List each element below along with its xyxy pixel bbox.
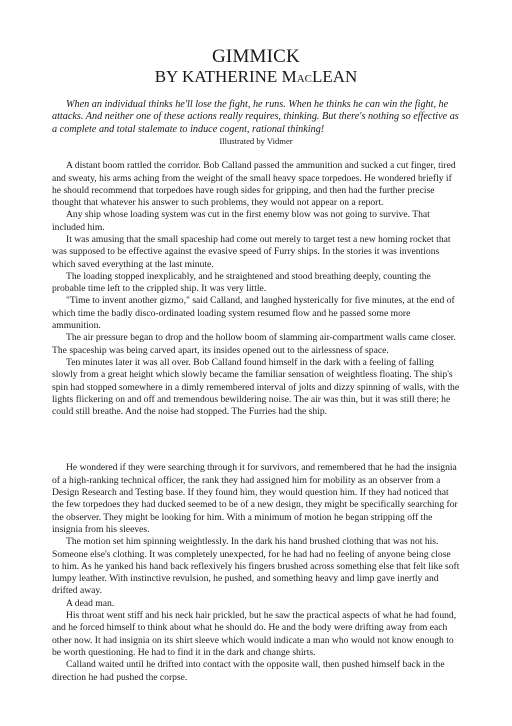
paragraph: He wondered if they were searching through it for survivors, and remembered that he had the insignia of a high-ranking technical officer, the rank they had assigned him for mobility as an observer from a Design Research and Testing base. If they found him, they would question him. If they had noticed that the few torpedoes they had ducked seemed to be of a new design, they might be specifically searching for the observer. They might be looking for him. With a minimum of motion he began stripping off the insignia from his sleeves. <box>52 462 458 535</box>
paragraph: Any ship whose loading system was cut in the first enemy blow was not going to survive. That included him. <box>52 209 430 233</box>
paragraph: The motion set him spinning weightlessly. In the dark his hand brushed clothing that was not his. Someone else's clothing. It was completely unexpected, for he had had no feeling of anyone being close to him. As he yanked his hand back reflexively his fingers brushed across something else that felt like soft lumpy leather. With instinctive revulsion, he pushed, and something heavy and limp gave inertly and drifted away. <box>52 536 460 597</box>
story-byline <box>52 67 460 89</box>
illustrator-credit: Illustrated by Vidmer <box>219 136 293 147</box>
paragraph: "Time to invent another gizmo," said Calland, and laughed hysterically for five minutes, at the end of which time the badly disco-ordinated loading system resumed flow and he passed some more ammunition. <box>52 295 455 332</box>
epigraph: When an individual thinks he'll lose the fight, he runs. When he thinks he can win the fight, he attacks. And neither one of these actions really requires, thinking. But there's nothing so effective as a complete and total stalemate to induce cogent, rational thinking! <box>52 99 459 135</box>
byline-smallcaps: AC <box>296 73 312 85</box>
paragraph: Calland waited until he drifted into contact with the opposite wall, then pushed himself back in the direction he had pushed the corpse. <box>52 659 445 683</box>
story-body-part1 <box>52 160 460 418</box>
byline-suffix: LEAN <box>311 67 358 86</box>
paragraph: The loading stopped inexplicably, and he straightened and stood breathing deeply, counting the probable time left to the crippled ship. It was very little. <box>52 270 431 295</box>
paragraph: It was amusing that the small spaceship had come out merely to target test a new homing rocket that was supposed to be effective against the evasive speed of Furry ships. In the stories it was inventions which saved everything at the last minute. <box>52 234 451 270</box>
story-title: GIMMICK <box>212 46 300 67</box>
paragraph: Ten minutes later it was all over. Bob Calland found himself in the dark with a feeling of falling slowly from a great height which slowly became the familiar sensation of weightless floating. The ship's spin had stopped somewhere in a dimly remembered interval of jolts and dizzy spinning of walls, with the lights flickering on and off and tremendous bewildering noise. The air was thin, but it was still there; he could still breathe. And the noise had stopped. The Furries had the ship. <box>52 356 460 418</box>
section-gap <box>52 418 460 462</box>
paragraph: A dead man. <box>66 597 115 609</box>
byline-prefix: BY KATHERINE M <box>154 67 297 86</box>
story-body-part2 <box>52 462 460 683</box>
paragraph: A distant boom rattled the corridor. Bob Calland passed the ammunition and sucked a cut finger, tired and sweaty, his arms aching from the weight of the small heavy space torpedoes. He wondered briefly if he should recommend that torpedoes have rough sides for gripping, and then had the further precise thought that whatever his answer to such problems, they would not appear on a report. <box>52 160 456 209</box>
paragraph: The air pressure began to drop and the hollow boom of slamming air-compartment walls came closer. The spaceship was being carved apart, its insides opened out to the airlessness of space. <box>52 332 456 356</box>
paragraph: His throat went stiff and his neck hair prickled, but he saw the practical aspects of what he had found, and he forced himself to think about what he should do. He and the body were drifting away from each other now. It had insignia on its shirt sleeve which would indicate a man who would not know enough to be worth questioning. He had to find it in the dark and change shirts. <box>52 610 457 658</box>
